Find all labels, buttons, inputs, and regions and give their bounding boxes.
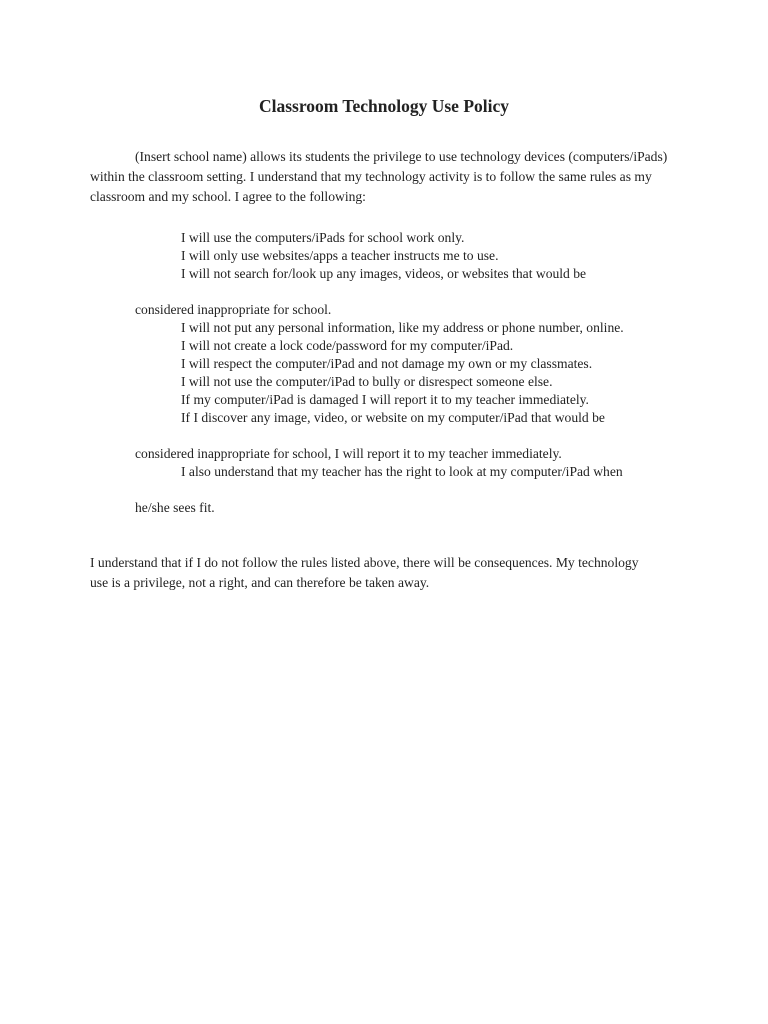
rule-continuation: he/she sees fit. (135, 500, 215, 515)
rule-text: I will respect the computer/iPad and not damage my own or my classmates. (181, 356, 593, 371)
rule-text: If my computer/iPad is damaged I will report it to my teacher immediately. (181, 392, 589, 407)
rule-text: I will not create a lock code/password for my computer/iPad. (181, 338, 514, 353)
rule-text: If I discover any image, video, or website on my computer/iPad that would be (181, 410, 605, 425)
rule-text: I will not put any personal information, like my address or phone number, online. (181, 320, 624, 335)
rule-text: I also understand that my teacher has the right to look at my computer/iPad when (181, 464, 623, 479)
intro-paragraph: (Insert school name) allows its students the privilege to use technology devices (computers/iPads) within the classroom setting. I understand that my technology activity is to follow the same rules as my classroom and my school. I agree to the following: (90, 149, 668, 204)
rule-text: I will only use websites/apps a teacher instructs me to use. (181, 248, 499, 263)
rule-text: I will not search for/look up any images, videos, or websites that would be (181, 266, 587, 281)
rule-text: I will use the computers/iPads for school work only. (181, 230, 465, 245)
rule-text: I will not use the computer/iPad to bully or disrespect someone else. (181, 374, 553, 389)
closing-paragraph: I understand that if I do not follow the rules listed above, there will be consequences. My technology use is a privilege, not a right, and can therefore be taken away. (90, 555, 639, 590)
rule-continuation: considered inappropriate for school. (135, 302, 332, 317)
page-title: Classroom Technology Use Policy (258, 96, 510, 116)
rule-continuation: considered inappropriate for school, I will report it to my teacher immediately. (135, 446, 562, 461)
